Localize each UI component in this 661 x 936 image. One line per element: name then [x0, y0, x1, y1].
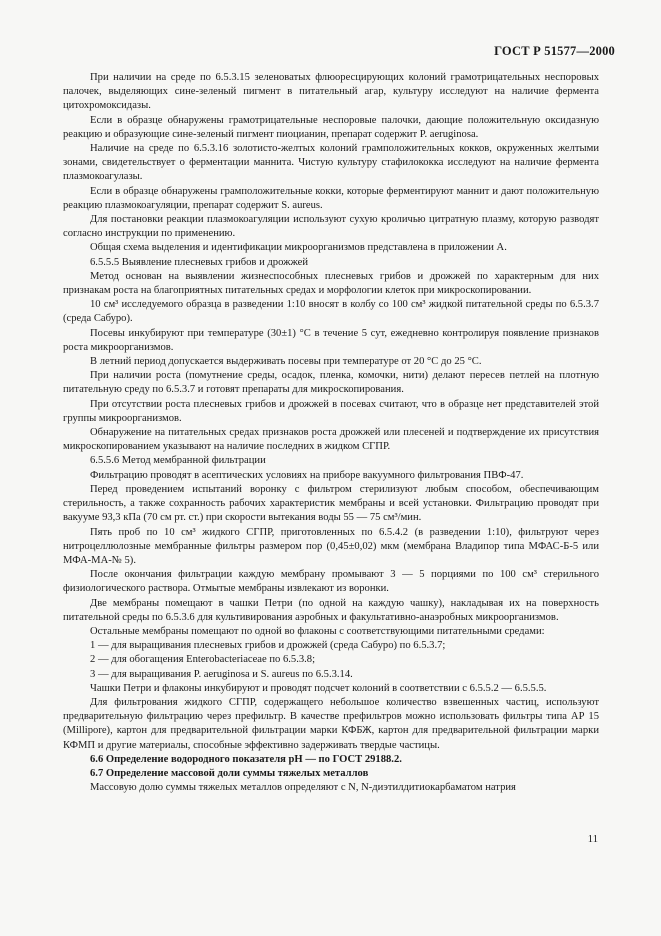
paragraph: При наличии роста (помутнение среды, осадок, пленка, комочки, нити) делают пересев петлей на плотную питательную среду по 6.5.3.7 и готовят препараты для микроскопирования.	[63, 370, 599, 396]
paragraph: Если в образце обнаружены грамположительные кокки, которые ферментируют маннит и дают положительную реакцию плазмокоагуляции, препарат содержит S. aureus.	[63, 185, 599, 211]
paragraph: Фильтрацию проводят в асептических условиях на приборе вакуумного фильтрования ПВФ-47.	[90, 469, 524, 481]
paragraph: В летний период допускается выдерживать посевы при температуре от 20 °С до 25 °С.	[90, 356, 482, 368]
paragraph: Чашки Петри и флаконы инкубируют и проводят подсчет колоний в соответствии с 6.5.5.2 — 6.5.5.5.	[90, 682, 547, 694]
paragraph: Если в образце обнаружены грамотрицательные неспоровые палочки, дающие положительную оксидазную реакцию и образующие сине-зеленый пигмент пиоцианин, препарат содержит P. aeruginosa.	[63, 114, 599, 140]
document-body	[63, 71, 599, 795]
paragraph: Обнаружение на питательных средах признаков роста дрожжей или плесеней и подтверждение их присутствия микроскопированием указывают на наличие последних в жидком СГПР.	[63, 427, 599, 453]
paragraph: Наличие на среде по 6.5.3.16 золотисто-желтых колоний грамположительных кокков, окруженных желтыми зонами, свидетельствует о ферментации маннита. Чистую культуру стафилококка исследуют на наличие фермента плазмокоагулазы.	[63, 143, 599, 183]
paragraph: Общая схема выделения и идентификации микроорганизмов представлена в приложении А.	[90, 242, 507, 254]
subsection-heading: 6.5.5.6 Метод мембранной фильтрации	[90, 455, 266, 467]
subsection-heading: 6.5.5.5 Выявление плесневых грибов и дрожжей	[90, 256, 308, 268]
list-item: 3 — для выращивания P. aeruginosa и S. aureus по 6.5.3.14.	[90, 668, 353, 680]
paragraph: Массовую долю суммы тяжелых металлов определяют с N, N-диэтилдитиокарбаматом натрия	[90, 782, 516, 794]
paragraph: Две мембраны помещают в чашки Петри (по одной на каждую чашку), накладывая их на поверхность питательной среды по 6.5.3.6 для культивирования аэробных и факультативно-анаэробных микроорганизмов.	[63, 597, 599, 623]
paragraph: Остальные мембраны помещают по одной во флаконы с соответствующими питательными средами:	[90, 625, 545, 637]
paragraph: Посевы инкубируют при температуре (30±1) °С в течение 5 сут, ежедневно контролируя появление признаков роста микроорганизмов.	[63, 327, 599, 353]
paragraph: Для фильтрования жидкого СГПР, содержащего небольшое количество взвешенных частиц, используют предварительную фильтрацию через префильтр. В качестве префильтров можно использовать фильтры типа АР 15 (Millipore), картон для предварительной фильтрации марки КФБЖ, картон для предварительной фильтрации марки КФМП и другие материалы, способные эффективно задерживать твердые частицы.	[63, 696, 599, 751]
paragraph: 10 см³ исследуемого образца в разведении 1:10 вносят в колбу со 100 см³ жидкой питательной среды по 6.5.3.7 (среда Сабуро).	[63, 299, 599, 325]
paragraph: Для постановки реакции плазмокоагуляции используют сухую кроличью цитратную плазму, которую разводят согласно инструкции по применению.	[63, 214, 599, 240]
section-heading-6-6: 6.6 Определение водородного показателя pH — по ГОСТ 29188.2.	[90, 753, 402, 765]
paragraph: Пять проб по 10 см³ жидкого СГПР, приготовленных по 6.5.4.2 (в разведении 1:10), фильтруют через нитроцеллюлозные мембранные фильтры размером пор (0,45±0,02) мкм (мембрана Владипор типа МФАС-Б-5 или МФА-МА-№ 5).	[63, 526, 599, 566]
paragraph: При наличии на среде по 6.5.3.15 зеленоватых флюоресцирующих колоний грамотрицательных неспоровых палочек, выделяющих сине-зеленый пигмент в питательный агар, культуру исследуют на наличие фермента цитохромоксидазы.	[63, 72, 599, 112]
paragraph: Перед проведением испытаний воронку с фильтром стерилизуют любым способом, обеспечивающим стерильность, а также сохранность рабочих характеристик мембраны и всей установки. Фильтрацию проводят при вакууме 93,3 кПа (70 см рт. ст.) при скорости вытекания воды 55 — 75 см³/мин.	[63, 483, 599, 524]
paragraph: После окончания фильтрации каждую мембрану промывают 3 — 5 порциями по 100 см³ стерильного физиологического раствора. Отмытые мембраны извлекают из воронки.	[63, 569, 599, 595]
page-number: 11	[587, 834, 598, 845]
paragraph: При отсутствии роста плесневых грибов и дрожжей в посевах считают, что в образце нет представителей этой группы микроорганизмов.	[63, 398, 599, 424]
paragraph: Метод основан на выявлении жизнеспособных плесневых грибов и дрожжей по характерным для них признакам роста на благоприятных питательных средах и морфологии клеток при микроскопировании.	[63, 270, 599, 297]
list-item: 1 — для выращивания плесневых грибов и дрожжей (среда Сабуро) по 6.5.3.7;	[90, 640, 446, 652]
section-heading-6-7: 6.7 Определение массовой доли суммы тяжелых металлов	[90, 767, 369, 779]
list-item: 2 — для обогащения Enterobacteriaceae по 6.5.3.8;	[90, 654, 316, 666]
standard-header: ГОСТ Р 51577—2000	[494, 44, 615, 58]
